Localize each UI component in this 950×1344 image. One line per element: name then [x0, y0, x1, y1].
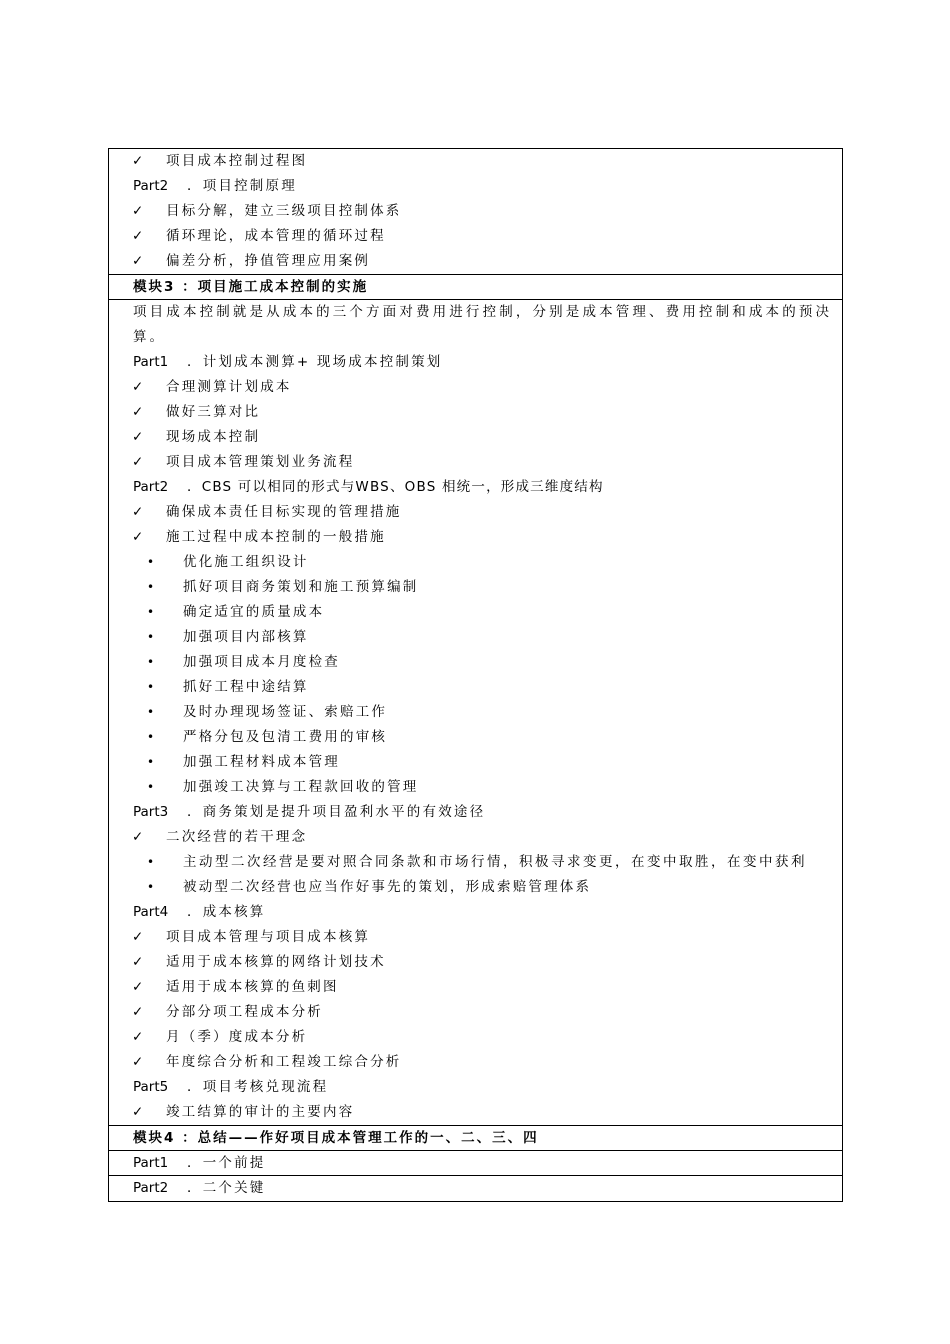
bullet-item: [109, 625, 842, 650]
check-item: [109, 1100, 842, 1125]
part-heading: [109, 1075, 842, 1100]
check-item: [109, 500, 842, 525]
bullet-icon: •: [147, 630, 155, 644]
bullet-item: [109, 850, 842, 875]
part-label: Part2: [133, 479, 169, 495]
check-mark-icon: ✓: [132, 153, 144, 169]
item-text: 严格分包及包清工费用的审核: [183, 729, 388, 745]
item-text: 现场成本控制: [166, 429, 261, 445]
bullet-item: [109, 550, 842, 575]
check-mark-icon: ✓: [132, 929, 144, 945]
bullet-icon: •: [147, 655, 155, 669]
item-text: 年度综合分析和工程竣工综合分析: [166, 1054, 402, 1070]
item-text: 合理测算计划成本: [166, 379, 292, 395]
item-text: 分部分项工程成本分析: [166, 1004, 323, 1020]
item-text: 施工过程中成本控制的一般措施: [166, 529, 386, 545]
item-text: 目标分解，建立三级项目控制体系: [166, 203, 402, 219]
item-text: 加强竣工决算与工程款回收的管理: [183, 779, 419, 795]
item-text: 竣工结算的审计的主要内容: [166, 1104, 355, 1120]
check-mark-icon: ✓: [132, 1029, 144, 1045]
part-title: ．成本核算: [187, 904, 266, 920]
item-text: 加强工程材料成本管理: [183, 754, 340, 770]
check-mark-icon: ✓: [132, 1054, 144, 1070]
check-item: [109, 199, 842, 224]
bullet-icon: •: [147, 580, 155, 594]
check-mark-icon: ✓: [132, 829, 144, 845]
bullet-item: [109, 600, 842, 625]
check-mark-icon: ✓: [132, 228, 144, 244]
check-item: [109, 249, 842, 274]
bullet-icon: •: [147, 855, 155, 869]
bullet-icon: •: [147, 680, 155, 694]
part-heading: [109, 1151, 842, 1176]
item-text: 项目成本管理策划业务流程: [166, 454, 355, 470]
item-text: 适用于成本核算的鱼刺图: [166, 979, 339, 995]
item-text: 项目成本控制过程图: [166, 153, 308, 169]
item-text: 加强项目内部核算: [183, 629, 309, 645]
item-text: 偏差分析，挣值管理应用案例: [166, 253, 371, 269]
item-text: 优化施工组织设计: [183, 554, 309, 570]
part-label: Part4: [133, 904, 169, 920]
item-text: 确保成本责任目标实现的管理措施: [166, 504, 402, 520]
check-mark-icon: ✓: [132, 253, 144, 269]
check-item: [109, 925, 842, 950]
bullet-item: [109, 575, 842, 600]
bullet-icon: •: [147, 705, 155, 719]
module-4-header: 模块4 ：总结——作好项目成本管理工作的一、二、三、四: [109, 1125, 842, 1151]
part-label: Part2: [133, 1180, 169, 1196]
module-2-content: [109, 149, 842, 274]
check-item: [109, 825, 842, 850]
part-heading: [109, 900, 842, 925]
check-item: [109, 149, 842, 174]
item-text: 做好三算对比: [166, 404, 261, 420]
bullet-item: [109, 875, 842, 900]
bullet-icon: •: [147, 555, 155, 569]
check-mark-icon: ✓: [132, 404, 144, 420]
bullet-item: [109, 725, 842, 750]
check-item: [109, 450, 842, 475]
check-item: [109, 224, 842, 249]
check-item: [109, 1025, 842, 1050]
bullet-icon: •: [147, 605, 155, 619]
item-text: 适用于成本核算的网络计划技术: [166, 954, 386, 970]
part-label: Part1: [133, 1155, 169, 1171]
item-text: 抓好项目商务策划和施工预算编制: [183, 579, 419, 595]
bullet-item: [109, 750, 842, 775]
check-item: [109, 375, 842, 400]
part-title: ．二个关键: [187, 1180, 266, 1196]
check-item: [109, 400, 842, 425]
item-text: 确定适宜的质量成本: [183, 604, 325, 620]
item-text: 项目成本管理与项目成本核算: [166, 929, 371, 945]
check-mark-icon: ✓: [132, 979, 144, 995]
document-table: [108, 148, 843, 1202]
part-label: Part3: [133, 804, 169, 820]
part-label: Part1: [133, 354, 169, 370]
item-text: 被动型二次经营也应当作好事先的策划，形成索赔管理体系: [183, 879, 592, 895]
bullet-item: [109, 650, 842, 675]
bullet-icon: •: [147, 780, 155, 794]
part-label: Part2: [133, 178, 169, 194]
part-title: ．项目控制原理: [187, 178, 297, 194]
part-heading: [109, 1176, 842, 1201]
part-title: ．一个前提: [187, 1155, 266, 1171]
item-text: 抓好工程中途结算: [183, 679, 309, 695]
check-mark-icon: ✓: [132, 429, 144, 445]
part-heading: [109, 475, 842, 500]
item-text: 二次经营的若干理念: [166, 829, 308, 845]
module-4-content: [109, 1151, 842, 1201]
check-item: [109, 425, 842, 450]
part-title: ．商务策划是提升项目盈利水平的有效途径: [187, 804, 486, 820]
part-title: ．项目考核兑现流程: [187, 1079, 329, 1095]
check-mark-icon: ✓: [132, 954, 144, 970]
bullet-item: [109, 675, 842, 700]
check-item: [109, 1050, 842, 1075]
check-mark-icon: ✓: [132, 504, 144, 520]
check-item: [109, 525, 842, 550]
check-mark-icon: ✓: [132, 203, 144, 219]
check-mark-icon: ✓: [132, 454, 144, 470]
module-3-header: 模块3 ：项目施工成本控制的实施: [109, 274, 842, 300]
bullet-icon: •: [147, 880, 155, 894]
check-item: [109, 975, 842, 1000]
item-text: 循环理论，成本管理的循环过程: [166, 228, 386, 244]
check-item: [109, 950, 842, 975]
bullet-item: [109, 775, 842, 800]
part-heading: [109, 174, 842, 199]
bullet-icon: •: [147, 730, 155, 744]
check-mark-icon: ✓: [132, 1104, 144, 1120]
check-mark-icon: ✓: [132, 1004, 144, 1020]
part-heading: [109, 350, 842, 375]
item-text: 月（季）度成本分析: [166, 1029, 308, 1045]
item-text: 加强项目成本月度检查: [183, 654, 340, 670]
check-mark-icon: ✓: [132, 529, 144, 545]
check-mark-icon: ✓: [132, 379, 144, 395]
bullet-item: [109, 700, 842, 725]
part-title: ．CBS 可以相同的形式与WBS、OBS 相统一，形成三维度结构: [187, 479, 604, 495]
part-label: Part5: [133, 1079, 169, 1095]
part-title: ．计划成本测算+ 现场成本控制策划: [187, 354, 443, 370]
intro-paragraph: 项目成本控制就是从成本的三个方面对费用进行控制，分别是成本管理、费用控制和成本的预决算。: [133, 304, 832, 345]
item-text: 及时办理现场签证、索赔工作: [183, 704, 388, 720]
item-text: 主动型二次经营是要对照合同条款和市场行情，积极寻求变更，在变中取胜，在变中获利: [183, 854, 807, 870]
module-3-content: [109, 300, 842, 1125]
check-item: [109, 1000, 842, 1025]
bullet-icon: •: [147, 755, 155, 769]
part-heading: [109, 800, 842, 825]
